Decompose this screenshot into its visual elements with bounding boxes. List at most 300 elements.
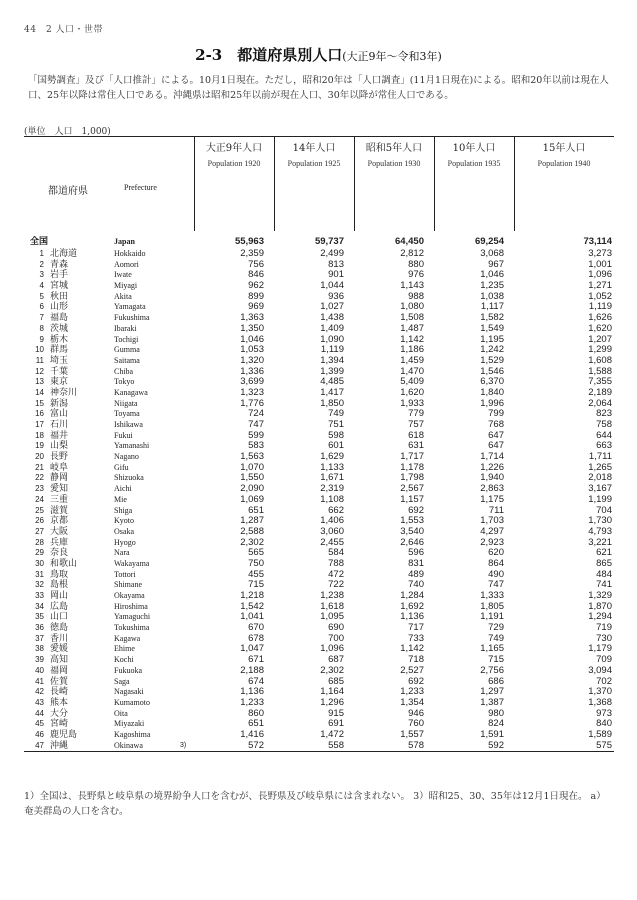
prefecture-name-jp: 群馬 bbox=[50, 345, 69, 356]
prefecture-name-jp: 島根 bbox=[50, 580, 69, 591]
column-header-jp: 大正9年人口 bbox=[205, 143, 263, 154]
value-1940: 3,221 bbox=[588, 536, 612, 548]
prefecture-number: 2 bbox=[39, 259, 44, 269]
table-row bbox=[24, 313, 614, 324]
value-1935: 1,387 bbox=[480, 696, 504, 708]
table-row bbox=[24, 527, 614, 538]
prefecture-name-jp: 福島 bbox=[50, 313, 69, 324]
value-1940: 484 bbox=[596, 568, 612, 580]
table-row bbox=[24, 580, 614, 591]
prefecture-number: 10 bbox=[35, 345, 44, 355]
value-1935: 3,068 bbox=[480, 248, 504, 259]
value-1925: 1,850 bbox=[320, 397, 344, 409]
prefecture-name-jp: 愛媛 bbox=[50, 644, 69, 655]
prefecture-name-jp: 佐賀 bbox=[50, 676, 69, 687]
prefecture-number: 33 bbox=[35, 591, 44, 600]
value-1930: 1,508 bbox=[400, 312, 424, 324]
prefecture-number: 41 bbox=[35, 676, 44, 686]
column-header-jp: 10年人口 bbox=[452, 143, 496, 154]
prefecture-name-jp: 和歌山 bbox=[50, 558, 78, 569]
value-1940: 1,199 bbox=[588, 493, 612, 505]
value-1930: 596 bbox=[408, 547, 424, 559]
prefecture-number: 29 bbox=[35, 548, 44, 558]
value-1925: 1,399 bbox=[320, 365, 344, 377]
prefecture-name-en: Osaka bbox=[114, 526, 134, 536]
table-row bbox=[24, 495, 614, 506]
prefecture-number: 38 bbox=[35, 644, 44, 654]
prefecture-name-en: Nagano bbox=[114, 452, 139, 462]
prefecture-name-jp: 新潟 bbox=[50, 398, 69, 409]
prefecture-number: 35 bbox=[35, 612, 44, 622]
table-row bbox=[24, 709, 614, 720]
prefecture-name-en: Nara bbox=[114, 548, 130, 558]
value-1920: 1,069 bbox=[240, 493, 264, 505]
value-1925: 722 bbox=[328, 579, 344, 591]
value-1925: 2,302 bbox=[320, 664, 344, 676]
value-1925: 700 bbox=[328, 632, 344, 644]
prefecture-number: 30 bbox=[35, 558, 44, 568]
value-1920: 671 bbox=[248, 654, 264, 666]
prefecture-name-en: Niigata bbox=[114, 398, 138, 408]
value-1940: 1,001 bbox=[588, 258, 612, 270]
value-1940: 644 bbox=[596, 429, 612, 441]
prefecture-number: 6 bbox=[39, 302, 44, 312]
value-1940: 3,273 bbox=[588, 248, 612, 259]
unit-label: (単位 人口 1,000) bbox=[24, 127, 111, 137]
value-1930: 1,470 bbox=[400, 365, 424, 377]
prefecture-number: 19 bbox=[35, 441, 44, 451]
value-1940: 1,711 bbox=[588, 451, 612, 463]
prefecture-name-en: Kumamoto bbox=[114, 697, 150, 707]
prefecture-number: 22 bbox=[35, 473, 44, 483]
prefecture-name-jp: 長崎 bbox=[50, 687, 69, 698]
value-1930: 1,080 bbox=[400, 301, 424, 313]
value-1940: 1,265 bbox=[588, 461, 612, 473]
table-row bbox=[24, 741, 614, 752]
prefecture-number: 8 bbox=[39, 323, 44, 333]
prefecture-name-en: Fukushima bbox=[114, 313, 150, 323]
population-table bbox=[24, 136, 614, 752]
prefecture-number: 13 bbox=[35, 377, 44, 387]
prefecture-number: 44 bbox=[35, 708, 44, 718]
value-1930: 1,142 bbox=[400, 643, 424, 655]
value-1925: 2,499 bbox=[320, 248, 344, 259]
value-1920: 599 bbox=[248, 429, 264, 441]
value-1935: 768 bbox=[488, 419, 504, 430]
value-1930: 1,553 bbox=[400, 515, 424, 527]
value-1925: 59,737 bbox=[314, 236, 344, 247]
value-1940: 4,793 bbox=[588, 525, 612, 537]
value-1930: 1,136 bbox=[400, 611, 424, 623]
prefecture-name-en: Japan bbox=[114, 237, 135, 246]
value-1925: 685 bbox=[328, 675, 344, 687]
prefecture-name-jp: 静岡 bbox=[50, 473, 69, 484]
value-1940: 865 bbox=[596, 557, 612, 569]
prefecture-name-en: Ehime bbox=[114, 644, 135, 654]
value-1930: 1,459 bbox=[400, 354, 424, 366]
value-1925: 901 bbox=[328, 269, 344, 281]
table-row bbox=[24, 516, 614, 527]
value-1930: 740 bbox=[408, 579, 424, 591]
value-1930: 692 bbox=[408, 504, 424, 516]
value-1935: 490 bbox=[488, 568, 504, 580]
value-1935: 715 bbox=[488, 654, 504, 666]
prefecture-number: 37 bbox=[35, 633, 44, 643]
table-row bbox=[24, 270, 614, 281]
prefecture-name-jp: 東京 bbox=[50, 377, 69, 388]
total-row bbox=[24, 235, 614, 249]
prefecture-name-en: Yamanashi bbox=[114, 441, 150, 451]
value-1920: 1,070 bbox=[240, 461, 264, 473]
value-1920: 1,046 bbox=[240, 333, 264, 345]
value-1930: 976 bbox=[408, 269, 424, 281]
prefecture-number: 39 bbox=[35, 655, 44, 665]
table-row bbox=[24, 559, 614, 570]
value-1940: 1,299 bbox=[588, 344, 612, 356]
prefecture-name-en: Mie bbox=[114, 494, 127, 504]
value-1930: 2,567 bbox=[400, 483, 424, 495]
value-1940: 1,294 bbox=[588, 611, 612, 623]
prefecture-number: 34 bbox=[35, 601, 44, 611]
prefecture-number: 46 bbox=[35, 729, 44, 739]
prefecture-name-jp: 千葉 bbox=[50, 366, 69, 377]
prefecture-name-en: Tochigi bbox=[114, 334, 139, 344]
prefecture-name-en: Miyagi bbox=[114, 281, 138, 291]
value-1940: 973 bbox=[596, 707, 612, 719]
value-1940: 704 bbox=[596, 504, 612, 516]
value-1925: 1,671 bbox=[320, 472, 344, 484]
value-1935: 711 bbox=[488, 504, 504, 516]
value-1935: 1,235 bbox=[480, 280, 504, 292]
value-1935: 1,996 bbox=[480, 397, 504, 409]
value-1935: 1,297 bbox=[480, 686, 504, 698]
value-1925: 1,406 bbox=[320, 515, 344, 527]
column-header-1920 bbox=[194, 139, 274, 168]
value-1930: 489 bbox=[408, 568, 424, 580]
value-1935: 1,175 bbox=[480, 493, 504, 505]
prefecture-name-en: Okayama bbox=[114, 591, 145, 600]
value-1930: 1,692 bbox=[400, 600, 424, 612]
prefecture-number: 7 bbox=[39, 313, 44, 323]
prefecture-number: 18 bbox=[35, 430, 44, 440]
value-1935: 647 bbox=[488, 429, 504, 441]
table-row bbox=[24, 506, 614, 517]
prefecture-name-jp: 埼玉 bbox=[50, 355, 69, 366]
prefecture-name-en: Chiba bbox=[114, 366, 134, 376]
prefecture-name-jp: 愛知 bbox=[50, 484, 69, 495]
table-row bbox=[24, 356, 614, 367]
value-1935: 1,195 bbox=[480, 333, 504, 345]
value-1925: 558 bbox=[328, 739, 344, 751]
prefecture-name-jp: 岩手 bbox=[50, 270, 69, 281]
table-row bbox=[24, 260, 614, 271]
value-1925: 1,108 bbox=[320, 493, 344, 505]
value-1925: 662 bbox=[328, 504, 344, 516]
prefecture-name-en: Gumma bbox=[114, 345, 140, 355]
column-header-en: Population 1930 bbox=[367, 159, 421, 168]
prefecture-name-jp: 山梨 bbox=[50, 441, 69, 452]
prefecture-name-jp: 北海道 bbox=[50, 249, 78, 259]
prefecture-number: 11 bbox=[35, 355, 44, 365]
value-1920: 2,302 bbox=[240, 536, 264, 548]
value-1940: 1,626 bbox=[588, 312, 612, 324]
prefecture-name-en: Okinawa bbox=[114, 740, 143, 750]
table-row bbox=[24, 602, 614, 613]
prefecture-name-en: Shimane bbox=[114, 580, 142, 590]
table-row bbox=[24, 281, 614, 292]
value-1930: 760 bbox=[408, 718, 424, 730]
value-1930: 988 bbox=[408, 290, 424, 302]
title-sub: (大正9年～令和3年) bbox=[342, 50, 442, 63]
table-row bbox=[24, 452, 614, 463]
value-1935: 1,226 bbox=[480, 461, 504, 473]
value-1940: 709 bbox=[596, 654, 612, 666]
value-1925: 690 bbox=[328, 622, 344, 634]
prefecture-number: 42 bbox=[35, 687, 44, 697]
table-row bbox=[24, 591, 614, 602]
column-header-en: Population 1935 bbox=[447, 159, 501, 168]
column-header-1930 bbox=[354, 139, 434, 168]
prefecture-name-jp: 富山 bbox=[50, 409, 69, 420]
table-row bbox=[24, 345, 614, 356]
prefecture-number: 27 bbox=[35, 526, 44, 536]
value-1920: 2,090 bbox=[240, 483, 264, 495]
value-1925: 813 bbox=[328, 258, 344, 270]
prefecture-name-en: Aomori bbox=[114, 259, 139, 269]
prefecture-name-jp: 奈良 bbox=[50, 548, 69, 559]
value-1920: 747 bbox=[248, 419, 264, 430]
value-1930: 1,620 bbox=[400, 386, 424, 398]
value-1940: 3,167 bbox=[588, 483, 612, 495]
prefecture-name-en: Kagawa bbox=[114, 633, 141, 643]
prefecture-name-en: Kanagawa bbox=[114, 387, 148, 397]
value-1925: 1,090 bbox=[320, 333, 344, 345]
table-row bbox=[24, 302, 614, 313]
prefecture-name-jp: 石川 bbox=[50, 420, 69, 430]
value-1920: 899 bbox=[248, 290, 264, 302]
value-1930: 1,143 bbox=[400, 280, 424, 292]
prefecture-name-en: Toyama bbox=[114, 409, 140, 419]
prefecture-name-en: Ibaraki bbox=[114, 323, 137, 333]
value-1940: 2,064 bbox=[588, 397, 612, 409]
value-1935: 864 bbox=[488, 557, 504, 569]
value-1940: 2,018 bbox=[588, 472, 612, 484]
prefecture-name-jp: 高知 bbox=[50, 655, 69, 666]
prefecture-name-jp: 兵庫 bbox=[50, 537, 69, 548]
value-1920: 846 bbox=[248, 269, 264, 281]
prefecture-name-en: Shiga bbox=[114, 505, 133, 515]
prefecture-name-jp: 長野 bbox=[50, 452, 69, 463]
prefecture-number: 16 bbox=[35, 409, 44, 419]
value-1930: 64,450 bbox=[394, 236, 424, 247]
value-1920: 1,336 bbox=[240, 365, 264, 377]
value-1920: 678 bbox=[248, 632, 264, 644]
prefecture-name-en: Miyazaki bbox=[114, 719, 145, 729]
prefecture-name-jp: 徳島 bbox=[50, 623, 69, 634]
prefecture-rows bbox=[24, 249, 614, 751]
table-note: 「国勢調査」及び「人口推計」による。10月1日現在。ただし，昭和20年は「人口調査」(11月1日現在)による。昭和20年以前は現在人口、25年以降は常住人口である。沖縄県は昭和25年以前が現在人口、30年以降が常住人口である。 bbox=[28, 75, 609, 101]
column-header-en: Population 1940 bbox=[537, 159, 591, 168]
value-1920: 962 bbox=[248, 280, 264, 292]
prefecture-number: 15 bbox=[35, 398, 44, 408]
prefecture-name-jp: 鹿児島 bbox=[50, 729, 78, 740]
value-1925: 1,027 bbox=[320, 301, 344, 313]
table-row bbox=[24, 367, 614, 378]
column-header-jp: 昭和5年人口 bbox=[365, 143, 423, 154]
value-1925: 687 bbox=[328, 654, 344, 666]
value-1920: 674 bbox=[248, 675, 264, 687]
value-1935: 1,591 bbox=[480, 728, 504, 740]
value-1940: 1,370 bbox=[588, 686, 612, 698]
value-1930: 1,142 bbox=[400, 333, 424, 345]
prefecture-name-jp: 全国 bbox=[30, 237, 49, 247]
value-1935: 686 bbox=[488, 675, 504, 687]
value-1920: 1,136 bbox=[240, 686, 264, 698]
value-1940: 1,052 bbox=[588, 290, 612, 302]
value-1930: 779 bbox=[408, 408, 424, 420]
value-1940: 719 bbox=[596, 622, 612, 634]
value-1940: 702 bbox=[596, 675, 612, 687]
prefecture-name-en: Yamaguchi bbox=[114, 612, 151, 622]
value-1935: 1,038 bbox=[480, 290, 504, 302]
prefecture-number: 21 bbox=[35, 462, 44, 472]
value-1940: 7,355 bbox=[588, 376, 612, 388]
value-1940: 840 bbox=[596, 718, 612, 730]
value-1930: 2,646 bbox=[400, 536, 424, 548]
value-1920: 969 bbox=[248, 301, 264, 313]
table-row bbox=[24, 377, 614, 388]
value-1930: 1,933 bbox=[400, 397, 424, 409]
value-1925: 1,618 bbox=[320, 600, 344, 612]
table-row bbox=[24, 441, 614, 452]
value-1935: 1,165 bbox=[480, 643, 504, 655]
prefecture-number: 20 bbox=[35, 452, 44, 462]
value-1920: 1,350 bbox=[240, 322, 264, 334]
prefecture-name-jp: 熊本 bbox=[50, 697, 69, 708]
value-1925: 1,119 bbox=[320, 344, 344, 356]
value-1925: 691 bbox=[328, 718, 344, 730]
prefecture-name-jp: 鳥取 bbox=[50, 569, 69, 580]
value-1935: 592 bbox=[488, 739, 504, 751]
value-1935: 1,546 bbox=[480, 365, 504, 377]
value-1930: 1,233 bbox=[400, 686, 424, 698]
prefecture-name-jp: 岡山 bbox=[50, 591, 69, 601]
value-1935: 1,191 bbox=[480, 611, 504, 623]
value-1920: 55,963 bbox=[234, 236, 264, 247]
value-1930: 757 bbox=[408, 419, 424, 430]
prefecture-name-en: Gifu bbox=[114, 462, 129, 472]
value-1925: 2,319 bbox=[320, 483, 344, 495]
value-1920: 572 bbox=[248, 739, 264, 751]
value-1935: 1,333 bbox=[480, 590, 504, 601]
value-1940: 575 bbox=[596, 739, 612, 751]
value-1930: 946 bbox=[408, 707, 424, 719]
value-1940: 1,096 bbox=[588, 269, 612, 281]
value-1920: 724 bbox=[248, 408, 264, 420]
prefecture-number: 9 bbox=[39, 334, 44, 344]
prefecture-number: 4 bbox=[39, 281, 44, 291]
value-1940: 1,588 bbox=[588, 365, 612, 377]
value-1925: 749 bbox=[328, 408, 344, 420]
prefecture-number: 26 bbox=[35, 516, 44, 526]
value-1930: 1,157 bbox=[400, 493, 424, 505]
value-1935: 1,117 bbox=[480, 301, 504, 313]
prefecture-name-en: Tottori bbox=[114, 569, 136, 579]
value-1925: 1,096 bbox=[320, 643, 344, 655]
value-1925: 598 bbox=[328, 429, 344, 441]
prefecture-name-en: Nagasaki bbox=[114, 687, 144, 697]
value-1920: 1,287 bbox=[240, 515, 264, 527]
value-1940: 823 bbox=[596, 408, 612, 420]
value-1925: 1,409 bbox=[320, 322, 344, 334]
value-1925: 1,238 bbox=[320, 590, 344, 601]
prefecture-name-jp: 神奈川 bbox=[50, 387, 78, 398]
prefecture-name-en: Fukui bbox=[114, 430, 133, 440]
value-1930: 5,409 bbox=[400, 376, 424, 388]
prefecture-name-jp: 栃木 bbox=[50, 334, 69, 345]
value-1935: 1,805 bbox=[480, 600, 504, 612]
value-1935: 6,370 bbox=[480, 376, 504, 388]
value-1935: 1,940 bbox=[480, 472, 504, 484]
prefecture-name-en: Wakayama bbox=[114, 558, 150, 568]
prefecture-name-en: Shizuoka bbox=[114, 473, 144, 483]
table-row bbox=[24, 431, 614, 442]
table-row bbox=[24, 730, 614, 741]
value-1920: 651 bbox=[248, 718, 264, 730]
value-1920: 670 bbox=[248, 622, 264, 634]
value-1920: 455 bbox=[248, 568, 264, 580]
value-1940: 741 bbox=[596, 579, 612, 591]
prefecture-name-jp: 青森 bbox=[50, 259, 69, 270]
prefecture-number: 12 bbox=[35, 366, 44, 376]
value-1930: 1,186 bbox=[400, 344, 424, 356]
prefecture-number: 14 bbox=[35, 387, 44, 397]
value-1925: 1,417 bbox=[320, 386, 344, 398]
value-1925: 915 bbox=[328, 707, 344, 719]
prefecture-name-en: Kagoshima bbox=[114, 729, 151, 739]
table-row bbox=[24, 548, 614, 559]
value-1935: 1,703 bbox=[480, 515, 504, 527]
prefecture-number: 32 bbox=[35, 580, 44, 590]
prefecture-name-en: Hyogo bbox=[114, 537, 136, 547]
value-1920: 1,363 bbox=[240, 312, 264, 324]
value-1920: 1,542 bbox=[240, 600, 264, 612]
table-row bbox=[24, 463, 614, 474]
value-1935: 2,923 bbox=[480, 536, 504, 548]
prefecture-number: 43 bbox=[35, 697, 44, 707]
prefecture-name-en: Tokyo bbox=[114, 377, 135, 387]
value-1930: 1,487 bbox=[400, 322, 424, 334]
column-header-1940 bbox=[514, 139, 614, 168]
value-1930: 831 bbox=[408, 557, 424, 569]
prefecture-number: 36 bbox=[35, 623, 44, 633]
prefecture-name-en: Ishikawa bbox=[114, 420, 143, 429]
prefecture-number: 23 bbox=[35, 484, 44, 494]
prefecture-name-jp: 福岡 bbox=[50, 665, 69, 676]
value-1940: 1,608 bbox=[588, 354, 612, 366]
value-1925: 1,095 bbox=[320, 611, 344, 623]
value-1935: 4,297 bbox=[480, 525, 504, 537]
page-header: 44 2 人口・世帯 bbox=[24, 25, 104, 35]
value-1920: 1,323 bbox=[240, 386, 264, 398]
value-1930: 733 bbox=[408, 632, 424, 644]
table-row bbox=[24, 473, 614, 484]
value-1920: 750 bbox=[248, 557, 264, 569]
value-1935: 1,714 bbox=[480, 451, 504, 463]
value-1940: 3,094 bbox=[588, 664, 612, 676]
prefecture-number: 3 bbox=[39, 270, 44, 280]
value-1920: 1,041 bbox=[240, 611, 264, 623]
